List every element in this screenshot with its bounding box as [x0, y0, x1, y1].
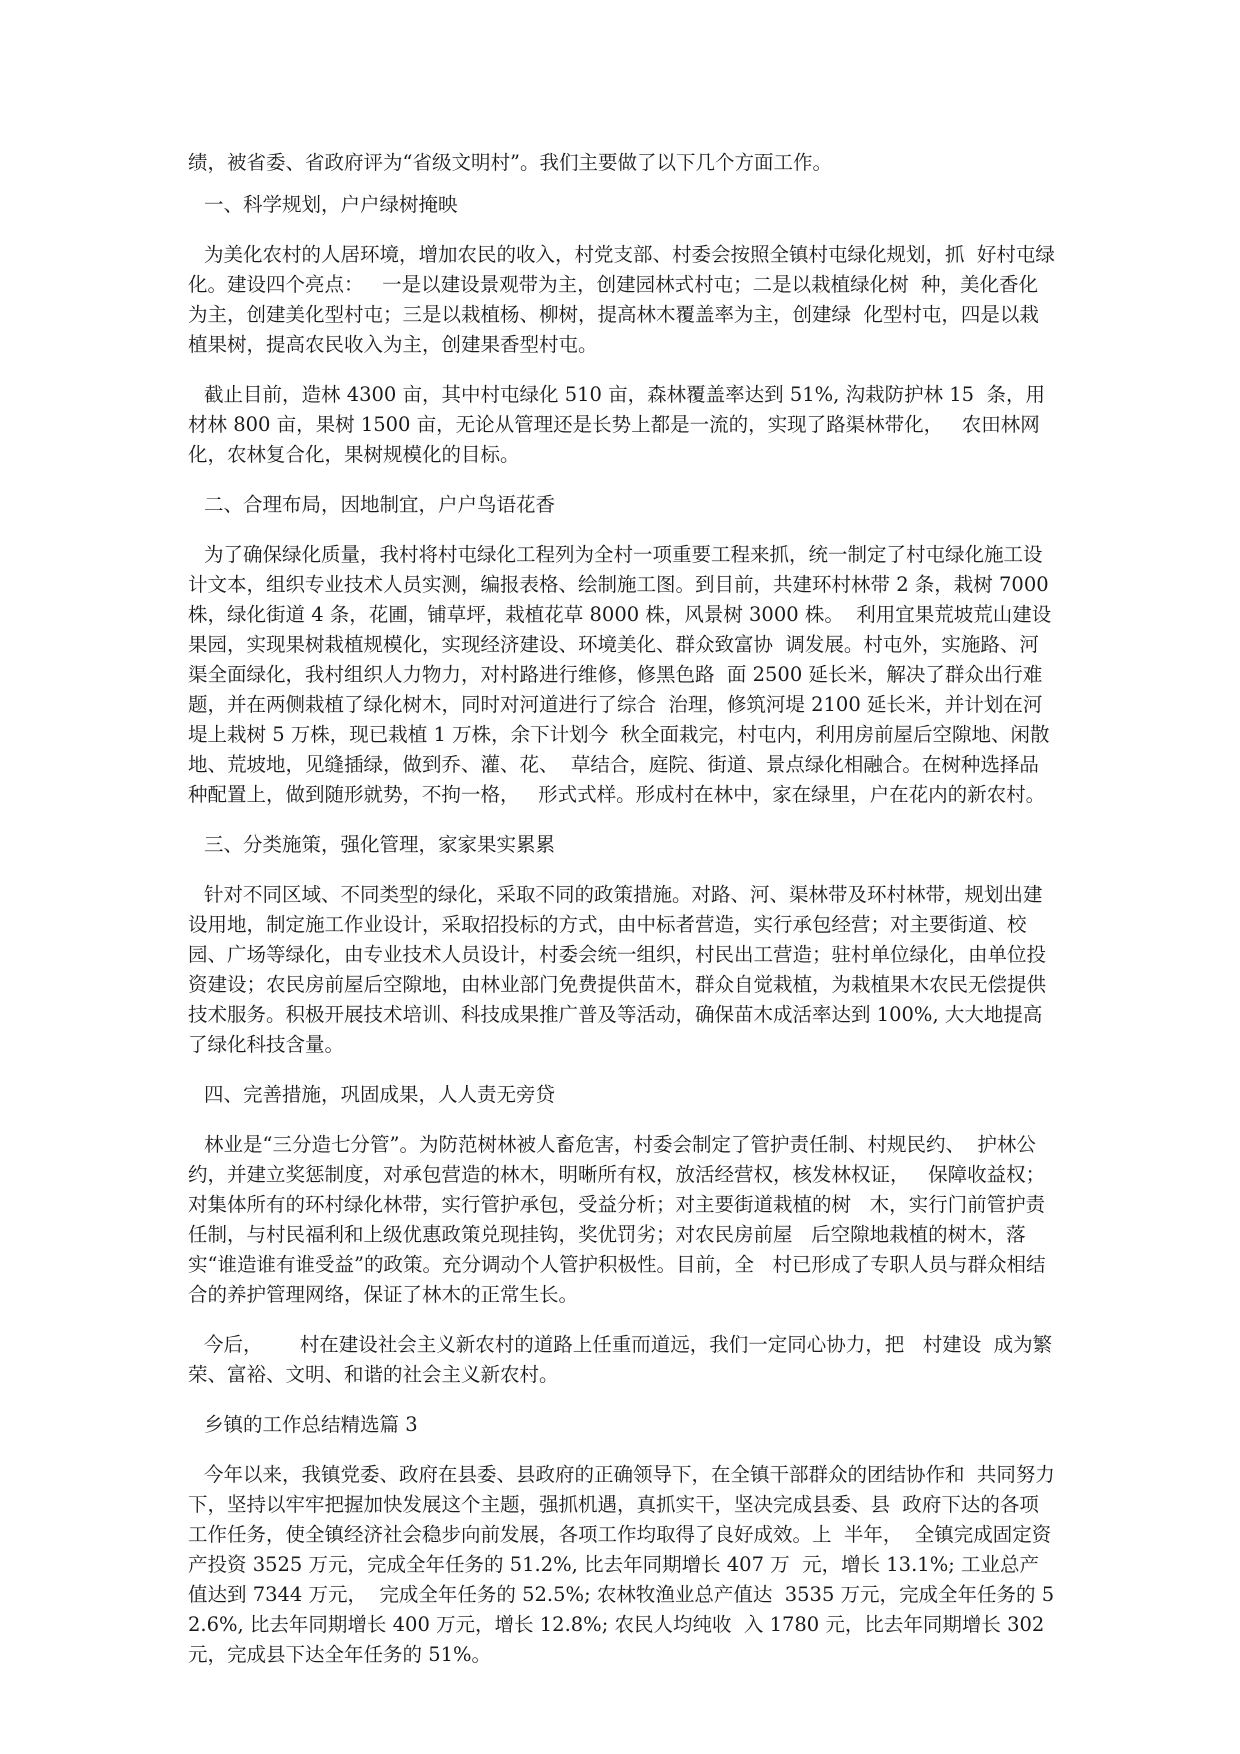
section-heading-2: 二、合理布局，因地制宜，户户鸟语花香 — [204, 493, 556, 516]
article-heading-3: 乡镇的工作总结精选篇 3 — [204, 1413, 418, 1436]
section-1-paragraph-2: 截止目前，造林 4300 亩，其中村屯绿化 510 亩，森林覆盖率达到 51%, 沟栽防护林 15 条，用材林 800 亩，果树 1500 亩，无论从管理还是长势上都是一流的，实现了路渠林带化， 农田林网化，农林复合化，果树规模化的目标。 — [188, 383, 1045, 466]
section-heading-4: 四、完善措施，巩固成果，人人责无旁贷 — [204, 1083, 556, 1106]
document-body — [188, 148, 1056, 1690]
section-4-paragraph-2: 今后， 村在建设社会主义新农村的道路上任重而道远，我们一定同心协力，把 村建设 成为繁荣、富裕、文明、和谐的社会主义新农村。 — [188, 1333, 1053, 1386]
continuation-paragraph: 绩，被省委、省政府评为“省级文明村”。我们主要做了以下几个方面工作。 — [188, 151, 832, 174]
section-4-paragraph-1: 林业是“三分造七分管”。为防范树林被人畜危害，村委会制定了管护责任制、村规民约、 护林公约，并建立奖惩制度，对承包营造的林木，明晰所有权，放活经营权，核发林权证， 保障收益权；对集体所有的环村绿化林带，实行管护承包，受益分析；对主要街道栽植的树 木，实行门前管护责任制，与村民福利和上级优惠政策兑现挂钩，奖优罚劣；对农民房前屋 后空隙地栽植的树木，落实“谁造谁有谁受益”的政策。充分调动个人管护积极性。目前，全 村已形成了专职人员与群众相结合的养护管理网络，保证了林木的正常生长。 — [188, 1133, 1046, 1306]
section-2-paragraph-1: 为了确保绿化质量，我村将村屯绿化工程列为全村一项重要工程来抓，统一制定了村屯绿化施工设计文本，组织专业技术人员实测，编报表格、绘制施工图。到目前，共建环村林带 2 条，栽树 7000 株，绿化街道 4 条，花圃，铺草坪，栽植花草 8000 株，风景树 3000 株。 利用宜果荒坡荒山建设果园，实现果树栽植规模化，实现经济建设、环境美化、群众致富协 调发展。村屯外，实施路、河渠全面绿化，我村组织人力物力，对村路进行维修，修黑色路 面 2500 延长米，解决了群众出行难题，并在两侧栽植了绿化树木，同时对河道进行了综合 治理，修筑河堤 2100 延长米，并计划在河堤上栽树 5 万株，现已栽植 1 万株，余下计划今 秋全面栽完，村屯内，利用房前屋后空隙地、闲散地、荒坡地，见缝插绿，做到乔、灌、花、 草结合，庭院、街道、景点绿化相融合。在树种选择品种配置上，做到随形就势，不拘一格， 形式式样。形成村在林中，家在绿里，户在花内的新农村。 — [188, 543, 1055, 806]
section-heading-3: 三、分类施策，强化管理，家家果实累累 — [204, 833, 556, 856]
section-heading-1: 一、科学规划，户户绿树掩映 — [204, 193, 458, 216]
article-3-paragraph-1: 今年以来，我镇党委、政府在县委、县政府的正确领导下，在全镇干部群众的团结协作和 共同努力下，坚持以牢牢把握加快发展这个主题，强抓机遇，真抓实干，坚决完成县委、县 政府下达的各项工作任务，使全镇经济社会稳步向前发展，各项工作均取得了良好成效。上 半年， 全镇完成固定资产投资 3525 万元，完成全年任务的 51.2%, 比去年同期增长 407 万 元，增长 13.1%; 工业总产值达到 7344 万元， 完成全年任务的 52.5%; 农林牧渔业总产值达 3535 万元，完成全年任务的 52.6%, 比去年同期增长 400 万元，增长 12.8%; 农民人均纯收 入 1780 元，比去年同期增长 302 元，完成县下达全年任务的 51%。 — [188, 1463, 1055, 1666]
section-3-paragraph-1: 针对不同区域、不同类型的绿化，采取不同的政策措施。对路、河、渠林带及环村林带，规划出建设用地，制定施工作业设计，采取招投标的方式，由中标者营造，实行承包经营；对主要街道、校园、广场等绿化，由专业技术人员设计，村委会统一组织，村民出工营造；驻村单位绿化，由单位投资建设；农民房前屋后空隙地，由林业部门免费提供苗木，群众自觉栽植，为栽植果木农民无偿提供技术服务。积极开展技术培训、科技成果推广普及等活动，确保苗木成活率达到 100%, 大大地提高了绿化科技含量。 — [188, 883, 1047, 1056]
section-1-paragraph-1: 为美化农村的人居环境，增加农民的收入，村党支部、村委会按照全镇村屯绿化规划，抓 好村屯绿化。建设四个亮点： 一是以建设景观带为主，创建园林式村屯；二是以栽植绿化树 种，美化香化为主，创建美化型村屯；三是以栽植杨、柳树，提高林木覆盖率为主，创建绿 化型村屯，四是以栽植果树，提高农民收入为主，创建果香型村屯。 — [188, 243, 1055, 356]
